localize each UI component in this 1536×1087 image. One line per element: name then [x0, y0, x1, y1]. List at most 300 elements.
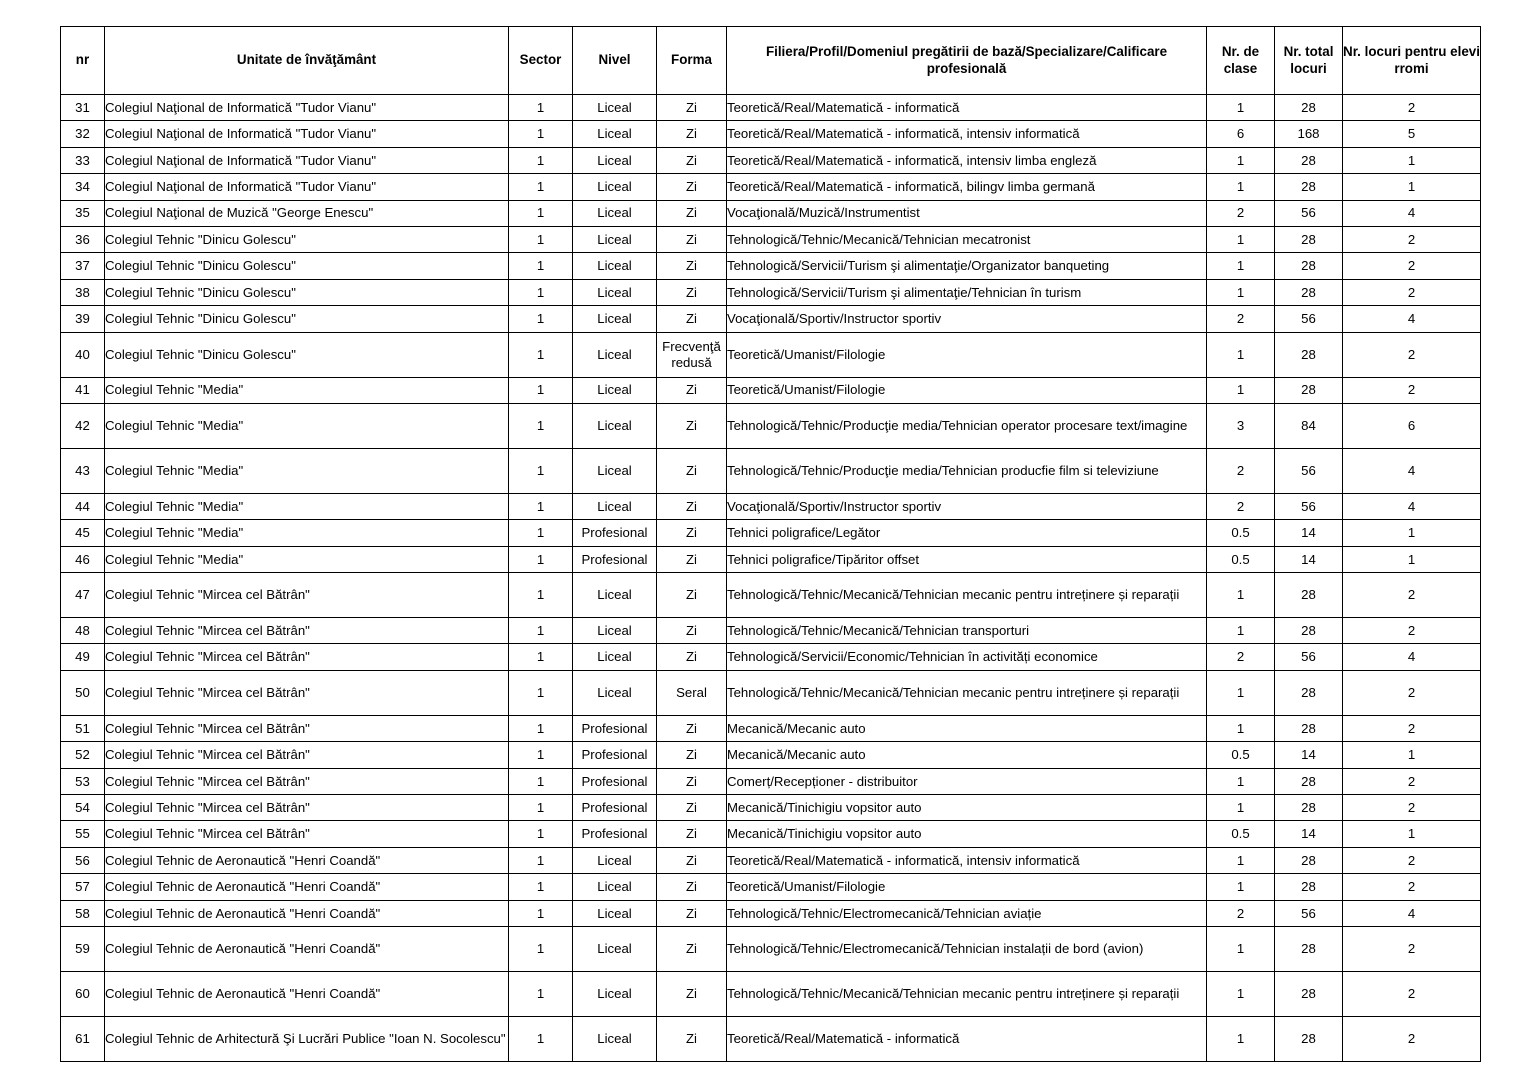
- cell-locuri-rromi: 4: [1343, 306, 1481, 332]
- cell-nr-total-locuri: 28: [1275, 1016, 1343, 1061]
- cell-forma: Frecvenţă redusă: [657, 332, 727, 377]
- table-row: [61, 821, 1481, 847]
- cell-unitate: Colegiul Tehnic de Aeronautică "Henri Coandă": [105, 900, 509, 926]
- cell-nr-clase: 1: [1207, 795, 1275, 821]
- cell-sector: 1: [509, 670, 573, 715]
- cell-nr-total-locuri: 84: [1275, 403, 1343, 448]
- cell-sector: 1: [509, 200, 573, 226]
- cell-forma: Zi: [657, 546, 727, 572]
- cell-nr: 59: [61, 926, 105, 971]
- table-row: [61, 174, 1481, 200]
- cell-specializare: Mecanică/Mecanic auto: [727, 742, 1207, 768]
- cell-nr: 60: [61, 971, 105, 1016]
- cell-nr: 47: [61, 573, 105, 618]
- cell-nr: 51: [61, 715, 105, 741]
- cell-specializare: Tehnologică/Tehnic/Electromecanică/Tehnician aviație: [727, 900, 1207, 926]
- cell-nr-clase: 2: [1207, 644, 1275, 670]
- cell-nivel: Liceal: [573, 644, 657, 670]
- cell-nivel: Profesional: [573, 546, 657, 572]
- cell-specializare: Tehnologică/Servicii/Turism şi alimentaţie/Organizator banqueting: [727, 253, 1207, 279]
- cell-sector: 1: [509, 1016, 573, 1061]
- cell-unitate: Colegiul Tehnic "Mircea cel Bătrân": [105, 795, 509, 821]
- table-row: [61, 200, 1481, 226]
- cell-nr-total-locuri: 56: [1275, 493, 1343, 519]
- cell-nr-total-locuri: 28: [1275, 573, 1343, 618]
- cell-nr-total-locuri: 28: [1275, 95, 1343, 121]
- cell-nivel: Liceal: [573, 847, 657, 873]
- cell-forma: Zi: [657, 200, 727, 226]
- cell-nr: 50: [61, 670, 105, 715]
- cell-locuri-rromi: 2: [1343, 1016, 1481, 1061]
- cell-unitate: Colegiul Tehnic de Aeronautică "Henri Coandă": [105, 971, 509, 1016]
- cell-nr-total-locuri: 28: [1275, 715, 1343, 741]
- table-row: [61, 332, 1481, 377]
- cell-locuri-rromi: 1: [1343, 821, 1481, 847]
- cell-nr-total-locuri: 28: [1275, 847, 1343, 873]
- cell-nivel: Liceal: [573, 971, 657, 1016]
- cell-sector: 1: [509, 493, 573, 519]
- table-row: [61, 520, 1481, 546]
- cell-unitate: Colegiul Tehnic "Mircea cel Bătrân": [105, 821, 509, 847]
- cell-specializare: Tehnologică/Tehnic/Producţie media/Tehnician producfie film si televiziune: [727, 448, 1207, 493]
- cell-unitate: Colegiul Tehnic de Aeronautică "Henri Coandă": [105, 926, 509, 971]
- cell-nr-clase: 1: [1207, 377, 1275, 403]
- cell-nr-clase: 1: [1207, 174, 1275, 200]
- cell-nr: 41: [61, 377, 105, 403]
- cell-nr-clase: 1: [1207, 279, 1275, 305]
- cell-nr-total-locuri: 28: [1275, 279, 1343, 305]
- table-row: [61, 493, 1481, 519]
- cell-sector: 1: [509, 742, 573, 768]
- cell-nr-clase: 0.5: [1207, 520, 1275, 546]
- cell-nr-total-locuri: 28: [1275, 670, 1343, 715]
- cell-sector: 1: [509, 644, 573, 670]
- cell-unitate: Colegiul Tehnic "Media": [105, 546, 509, 572]
- cell-nr: 31: [61, 95, 105, 121]
- cell-specializare: Tehnici poligrafice/Tipăritor offset: [727, 546, 1207, 572]
- cell-locuri-rromi: 1: [1343, 546, 1481, 572]
- cell-sector: 1: [509, 332, 573, 377]
- cell-unitate: Colegiul Tehnic de Aeronautică "Henri Coandă": [105, 874, 509, 900]
- cell-forma: Zi: [657, 493, 727, 519]
- cell-nivel: Liceal: [573, 200, 657, 226]
- cell-unitate: Colegiul Tehnic "Mircea cel Bătrân": [105, 742, 509, 768]
- cell-nivel: Liceal: [573, 174, 657, 200]
- cell-sector: 1: [509, 279, 573, 305]
- cell-unitate: Colegiul Naţional de Informatică "Tudor Vianu": [105, 95, 509, 121]
- cell-specializare: Tehnologică/Tehnic/Mecanică/Tehnician mecanic pentru intreținere și reparații: [727, 573, 1207, 618]
- cell-nr-clase: 1: [1207, 618, 1275, 644]
- cell-sector: 1: [509, 821, 573, 847]
- table-row: [61, 847, 1481, 873]
- cell-sector: 1: [509, 546, 573, 572]
- cell-forma: Zi: [657, 306, 727, 332]
- cell-nr-clase: 1: [1207, 332, 1275, 377]
- cell-forma: Zi: [657, 520, 727, 546]
- cell-unitate: Colegiul Tehnic de Arhitectură Şi Lucrări Publice "Ioan N. Socolescu": [105, 1016, 509, 1061]
- cell-unitate: Colegiul Tehnic "Mircea cel Bătrân": [105, 768, 509, 794]
- cell-locuri-rromi: 2: [1343, 795, 1481, 821]
- cell-locuri-rromi: 2: [1343, 95, 1481, 121]
- cell-locuri-rromi: 1: [1343, 147, 1481, 173]
- cell-nr-total-locuri: 28: [1275, 377, 1343, 403]
- cell-forma: Zi: [657, 403, 727, 448]
- cell-unitate: Colegiul Naţional de Muzică "George Enescu": [105, 200, 509, 226]
- cell-nr: 58: [61, 900, 105, 926]
- cell-unitate: Colegiul Tehnic "Media": [105, 448, 509, 493]
- cell-locuri-rromi: 2: [1343, 926, 1481, 971]
- cell-sector: 1: [509, 795, 573, 821]
- cell-locuri-rromi: 2: [1343, 226, 1481, 252]
- column-header-unit: Unitate de învăţământ: [105, 27, 509, 95]
- table-row: [61, 226, 1481, 252]
- cell-nivel: Liceal: [573, 95, 657, 121]
- cell-nivel: Liceal: [573, 226, 657, 252]
- cell-forma: Zi: [657, 147, 727, 173]
- cell-unitate: Colegiul Tehnic "Mircea cel Bătrân": [105, 644, 509, 670]
- cell-nr-clase: 2: [1207, 900, 1275, 926]
- cell-forma: Zi: [657, 448, 727, 493]
- cell-unitate: Colegiul Tehnic "Dinicu Golescu": [105, 332, 509, 377]
- cell-nr-total-locuri: 28: [1275, 971, 1343, 1016]
- cell-specializare: Tehnologică/Tehnic/Mecanică/Tehnician transporturi: [727, 618, 1207, 644]
- cell-nr-clase: 0.5: [1207, 742, 1275, 768]
- cell-specializare: Teoretică/Real/Matematică - informatică, intensiv informatică: [727, 847, 1207, 873]
- cell-sector: 1: [509, 174, 573, 200]
- cell-nr-total-locuri: 28: [1275, 618, 1343, 644]
- cell-nivel: Liceal: [573, 1016, 657, 1061]
- cell-nr: 52: [61, 742, 105, 768]
- column-header-nr-clase: Nr. de clase: [1207, 27, 1275, 95]
- cell-sector: 1: [509, 306, 573, 332]
- table-row: [61, 670, 1481, 715]
- cell-nr-total-locuri: 56: [1275, 200, 1343, 226]
- cell-specializare: Tehnologică/Tehnic/Electromecanică/Tehnician instalații de bord (avion): [727, 926, 1207, 971]
- cell-sector: 1: [509, 971, 573, 1016]
- cell-sector: 1: [509, 573, 573, 618]
- table-row: [61, 715, 1481, 741]
- cell-sector: 1: [509, 147, 573, 173]
- cell-nr: 48: [61, 618, 105, 644]
- cell-forma: Zi: [657, 121, 727, 147]
- cell-unitate: Colegiul Tehnic "Media": [105, 520, 509, 546]
- cell-nr-clase: 1: [1207, 971, 1275, 1016]
- cell-nr-total-locuri: 56: [1275, 900, 1343, 926]
- cell-nivel: Liceal: [573, 573, 657, 618]
- cell-nr-clase: 0.5: [1207, 546, 1275, 572]
- cell-specializare: Teoretică/Real/Matematică - informatică: [727, 95, 1207, 121]
- cell-nr-clase: 1: [1207, 95, 1275, 121]
- cell-unitate: Colegiul Naţional de Informatică "Tudor Vianu": [105, 121, 509, 147]
- cell-nr: 44: [61, 493, 105, 519]
- column-header-nivel: Nivel: [573, 27, 657, 95]
- cell-nr-total-locuri: 28: [1275, 926, 1343, 971]
- table-row: [61, 644, 1481, 670]
- cell-nr: 53: [61, 768, 105, 794]
- cell-nr-total-locuri: 28: [1275, 874, 1343, 900]
- cell-sector: 1: [509, 847, 573, 873]
- cell-locuri-rromi: 4: [1343, 448, 1481, 493]
- cell-nr: 33: [61, 147, 105, 173]
- cell-locuri-rromi: 2: [1343, 253, 1481, 279]
- cell-forma: Zi: [657, 795, 727, 821]
- cell-nr-clase: 2: [1207, 200, 1275, 226]
- cell-forma: Zi: [657, 715, 727, 741]
- cell-nr-total-locuri: 28: [1275, 768, 1343, 794]
- cell-specializare: Mecanică/Tinichigiu vopsitor auto: [727, 821, 1207, 847]
- cell-unitate: Colegiul Tehnic "Dinicu Golescu": [105, 226, 509, 252]
- table-row: [61, 900, 1481, 926]
- cell-nr: 46: [61, 546, 105, 572]
- cell-unitate: Colegiul Tehnic "Mircea cel Bătrân": [105, 670, 509, 715]
- cell-specializare: Tehnici poligrafice/Legător: [727, 520, 1207, 546]
- column-header-sector: Sector: [509, 27, 573, 95]
- cell-locuri-rromi: 2: [1343, 874, 1481, 900]
- cell-nr-clase: 1: [1207, 226, 1275, 252]
- cell-sector: 1: [509, 95, 573, 121]
- table-row: [61, 971, 1481, 1016]
- cell-nr: 40: [61, 332, 105, 377]
- cell-unitate: Colegiul Tehnic "Dinicu Golescu": [105, 253, 509, 279]
- cell-locuri-rromi: 2: [1343, 332, 1481, 377]
- table-row: [61, 874, 1481, 900]
- cell-sector: 1: [509, 226, 573, 252]
- cell-nr-total-locuri: 14: [1275, 520, 1343, 546]
- cell-nr-total-locuri: 14: [1275, 742, 1343, 768]
- cell-nivel: Liceal: [573, 147, 657, 173]
- cell-nivel: Liceal: [573, 618, 657, 644]
- cell-locuri-rromi: 4: [1343, 200, 1481, 226]
- cell-nr-total-locuri: 28: [1275, 226, 1343, 252]
- cell-nr-total-locuri: 14: [1275, 546, 1343, 572]
- cell-nivel: Liceal: [573, 279, 657, 305]
- cell-forma: Zi: [657, 926, 727, 971]
- cell-forma: Zi: [657, 279, 727, 305]
- cell-sector: 1: [509, 377, 573, 403]
- cell-unitate: Colegiul Tehnic "Media": [105, 493, 509, 519]
- cell-locuri-rromi: 1: [1343, 520, 1481, 546]
- cell-nr: 42: [61, 403, 105, 448]
- cell-specializare: Teoretică/Real/Matematică - informatică, bilingv limba germană: [727, 174, 1207, 200]
- cell-sector: 1: [509, 520, 573, 546]
- table-row: [61, 768, 1481, 794]
- cell-specializare: Teoretică/Real/Matematică - informatică, intensiv limba engleză: [727, 147, 1207, 173]
- cell-nr: 61: [61, 1016, 105, 1061]
- cell-specializare: Tehnologică/Tehnic/Mecanică/Tehnician mecanic pentru intreținere și reparații: [727, 670, 1207, 715]
- cell-nr-clase: 2: [1207, 306, 1275, 332]
- cell-locuri-rromi: 2: [1343, 670, 1481, 715]
- cell-nr: 34: [61, 174, 105, 200]
- cell-sector: 1: [509, 900, 573, 926]
- cell-locuri-rromi: 2: [1343, 715, 1481, 741]
- cell-nr-clase: 1: [1207, 253, 1275, 279]
- cell-locuri-rromi: 4: [1343, 644, 1481, 670]
- cell-nr-clase: 1: [1207, 1016, 1275, 1061]
- cell-nr: 35: [61, 200, 105, 226]
- cell-specializare: Vocaţională/Sportiv/Instructor sportiv: [727, 306, 1207, 332]
- cell-specializare: Teoretică/Real/Matematică - informatică: [727, 1016, 1207, 1061]
- cell-specializare: Tehnologică/Servicii/Turism şi alimentaţie/Tehnician în turism: [727, 279, 1207, 305]
- cell-unitate: Colegiul Tehnic "Media": [105, 377, 509, 403]
- table-row: [61, 742, 1481, 768]
- cell-specializare: Teoretică/Umanist/Filologie: [727, 377, 1207, 403]
- cell-specializare: Vocaţională/Muzică/Instrumentist: [727, 200, 1207, 226]
- column-header-forma: Forma: [657, 27, 727, 95]
- cell-nr-total-locuri: 56: [1275, 644, 1343, 670]
- cell-nr-total-locuri: 28: [1275, 174, 1343, 200]
- cell-unitate: Colegiul Tehnic "Mircea cel Bătrân": [105, 715, 509, 741]
- cell-nr: 36: [61, 226, 105, 252]
- cell-nr: 37: [61, 253, 105, 279]
- cell-nr-total-locuri: 28: [1275, 253, 1343, 279]
- cell-nivel: Liceal: [573, 493, 657, 519]
- cell-forma: Zi: [657, 1016, 727, 1061]
- cell-forma: Zi: [657, 377, 727, 403]
- cell-unitate: Colegiul Tehnic "Dinicu Golescu": [105, 279, 509, 305]
- column-header-nr-total-locuri: Nr. total locuri: [1275, 27, 1343, 95]
- cell-nivel: Profesional: [573, 520, 657, 546]
- cell-locuri-rromi: 2: [1343, 971, 1481, 1016]
- cell-forma: Zi: [657, 226, 727, 252]
- cell-nivel: Liceal: [573, 403, 657, 448]
- cell-locuri-rromi: 1: [1343, 742, 1481, 768]
- cell-nr-clase: 1: [1207, 147, 1275, 173]
- cell-nr: 57: [61, 874, 105, 900]
- cell-unitate: Colegiul Tehnic "Media": [105, 403, 509, 448]
- cell-nivel: Profesional: [573, 821, 657, 847]
- cell-nr-clase: 2: [1207, 448, 1275, 493]
- cell-nr: 56: [61, 847, 105, 873]
- cell-specializare: Mecanică/Tinichigiu vopsitor auto: [727, 795, 1207, 821]
- cell-forma: Zi: [657, 742, 727, 768]
- cell-nr-total-locuri: 56: [1275, 306, 1343, 332]
- cell-nr-clase: 1: [1207, 715, 1275, 741]
- table-header: [61, 27, 1481, 95]
- cell-forma: Zi: [657, 95, 727, 121]
- cell-nr-total-locuri: 28: [1275, 147, 1343, 173]
- cell-sector: 1: [509, 121, 573, 147]
- cell-forma: Zi: [657, 174, 727, 200]
- cell-specializare: Comerț/Recepționer - distribuitor: [727, 768, 1207, 794]
- cell-specializare: Teoretică/Umanist/Filologie: [727, 874, 1207, 900]
- table-row: [61, 253, 1481, 279]
- cell-nivel: Profesional: [573, 795, 657, 821]
- cell-forma: Zi: [657, 900, 727, 926]
- cell-sector: 1: [509, 618, 573, 644]
- cell-nivel: Liceal: [573, 253, 657, 279]
- cell-unitate: Colegiul Tehnic "Mircea cel Bătrân": [105, 573, 509, 618]
- table-body: [61, 95, 1481, 1062]
- cell-locuri-rromi: 4: [1343, 493, 1481, 519]
- column-header-locuri-rromi: Nr. locuri pentru elevi rromi: [1343, 27, 1481, 95]
- cell-forma: Zi: [657, 847, 727, 873]
- table-row: [61, 403, 1481, 448]
- table-row: [61, 926, 1481, 971]
- table-row: [61, 448, 1481, 493]
- cell-nr: 38: [61, 279, 105, 305]
- cell-nr-clase: 1: [1207, 768, 1275, 794]
- cell-nivel: Liceal: [573, 306, 657, 332]
- table-row: [61, 573, 1481, 618]
- cell-forma: Zi: [657, 618, 727, 644]
- table-row: [61, 147, 1481, 173]
- cell-locuri-rromi: 2: [1343, 377, 1481, 403]
- table-row: [61, 95, 1481, 121]
- cell-nr-total-locuri: 14: [1275, 821, 1343, 847]
- cell-sector: 1: [509, 403, 573, 448]
- cell-nr-total-locuri: 28: [1275, 332, 1343, 377]
- cell-nivel: Liceal: [573, 448, 657, 493]
- cell-unitate: Colegiul Naţional de Informatică "Tudor Vianu": [105, 147, 509, 173]
- cell-nivel: Liceal: [573, 377, 657, 403]
- cell-locuri-rromi: 2: [1343, 618, 1481, 644]
- cell-nr: 43: [61, 448, 105, 493]
- cell-nivel: Profesional: [573, 742, 657, 768]
- cell-specializare: Tehnologică/Servicii/Economic/Tehnician în activități economice: [727, 644, 1207, 670]
- table-row: [61, 1016, 1481, 1061]
- cell-nr-total-locuri: 56: [1275, 448, 1343, 493]
- table-row: [61, 279, 1481, 305]
- enrollment-table: [60, 26, 1481, 1062]
- cell-forma: Zi: [657, 253, 727, 279]
- cell-nr-clase: 3: [1207, 403, 1275, 448]
- cell-locuri-rromi: 1: [1343, 174, 1481, 200]
- cell-nr-clase: 0.5: [1207, 821, 1275, 847]
- cell-unitate: Colegiul Naţional de Informatică "Tudor Vianu": [105, 174, 509, 200]
- cell-nivel: Liceal: [573, 926, 657, 971]
- cell-locuri-rromi: 2: [1343, 847, 1481, 873]
- header-row: [61, 27, 1481, 95]
- cell-specializare: Tehnologică/Tehnic/Mecanică/Tehnician mecanic pentru intreținere și reparații: [727, 971, 1207, 1016]
- cell-sector: 1: [509, 874, 573, 900]
- cell-nivel: Liceal: [573, 900, 657, 926]
- table-row: [61, 377, 1481, 403]
- table-row: [61, 546, 1481, 572]
- cell-unitate: Colegiul Tehnic "Mircea cel Bătrân": [105, 618, 509, 644]
- table-row: [61, 618, 1481, 644]
- cell-nr-clase: 1: [1207, 670, 1275, 715]
- cell-forma: Seral: [657, 670, 727, 715]
- column-header-nr: nr: [61, 27, 105, 95]
- cell-nr-clase: 1: [1207, 874, 1275, 900]
- cell-nr: 54: [61, 795, 105, 821]
- cell-locuri-rromi: 2: [1343, 573, 1481, 618]
- cell-forma: Zi: [657, 644, 727, 670]
- cell-unitate: Colegiul Tehnic "Dinicu Golescu": [105, 306, 509, 332]
- cell-unitate: Colegiul Tehnic de Aeronautică "Henri Coandă": [105, 847, 509, 873]
- cell-nr: 45: [61, 520, 105, 546]
- cell-sector: 1: [509, 926, 573, 971]
- cell-nr-clase: 1: [1207, 847, 1275, 873]
- table-row: [61, 306, 1481, 332]
- cell-forma: Zi: [657, 821, 727, 847]
- cell-nr-clase: 2: [1207, 493, 1275, 519]
- cell-nr: 49: [61, 644, 105, 670]
- cell-specializare: Tehnologică/Tehnic/Mecanică/Tehnician mecatronist: [727, 226, 1207, 252]
- cell-sector: 1: [509, 448, 573, 493]
- cell-forma: Zi: [657, 971, 727, 1016]
- cell-locuri-rromi: 6: [1343, 403, 1481, 448]
- cell-forma: Zi: [657, 573, 727, 618]
- cell-nr: 39: [61, 306, 105, 332]
- cell-specializare: Teoretică/Real/Matematică - informatică, intensiv informatică: [727, 121, 1207, 147]
- cell-specializare: Teoretică/Umanist/Filologie: [727, 332, 1207, 377]
- cell-sector: 1: [509, 253, 573, 279]
- cell-locuri-rromi: 5: [1343, 121, 1481, 147]
- cell-nr-clase: 6: [1207, 121, 1275, 147]
- cell-forma: Zi: [657, 768, 727, 794]
- cell-nivel: Liceal: [573, 332, 657, 377]
